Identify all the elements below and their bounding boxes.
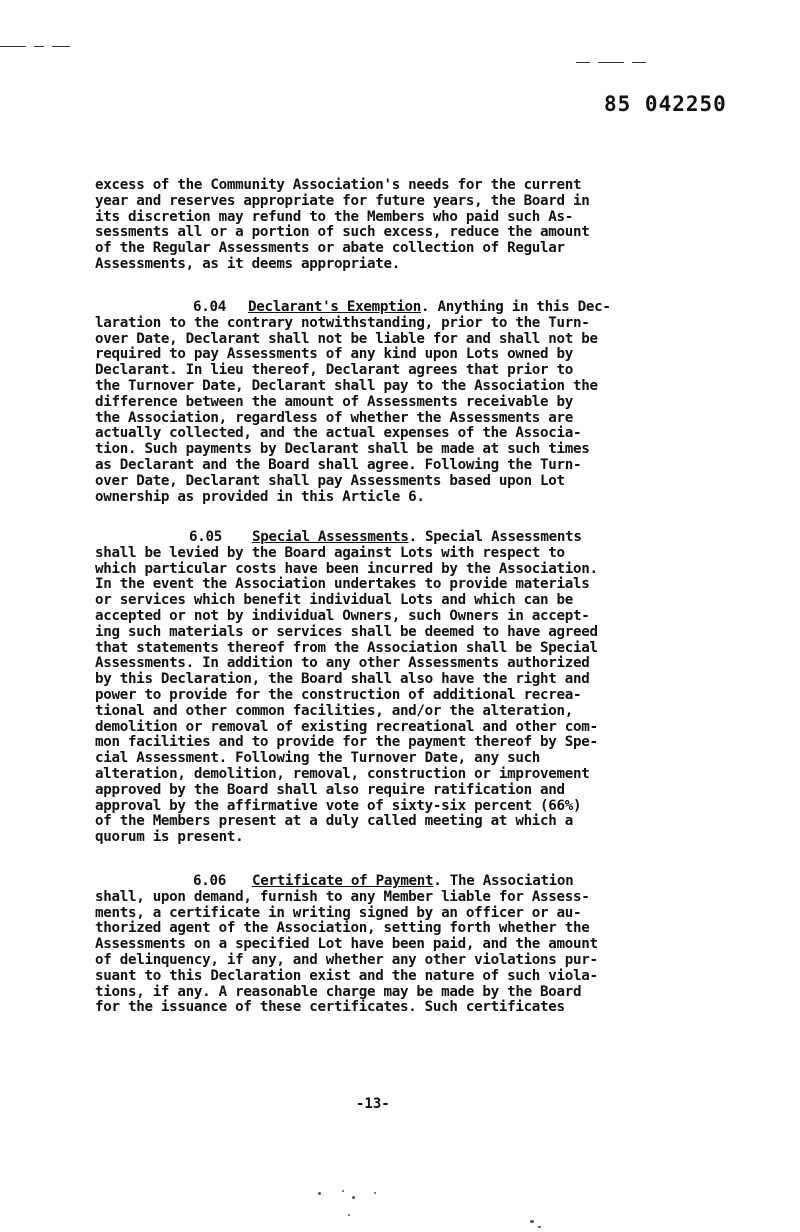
scan-speck (538, 1226, 541, 1228)
text-line: alteration, demolition, removal, construction or improvement (95, 765, 590, 782)
section-heading: Special Assessments (251, 529, 409, 545)
scan-artifact (0, 46, 26, 47)
text-line: sessments all or a portion of such excess, reduce the amount (95, 224, 590, 241)
text-line: laration to the contrary notwithstanding, prior to the Turn- (95, 314, 590, 331)
text-line: or services which benefit individual Lots and which can be (95, 592, 574, 609)
section-number: 6.04 (193, 299, 226, 315)
scan-speck (530, 1220, 534, 1223)
scan-speck (352, 1196, 355, 1199)
text-line: its discretion may refund to the Members who paid such As- (95, 208, 574, 225)
text-line: over Date, Declarant shall pay Assessments based upon Lot (95, 472, 565, 489)
text-line: ing such materials or services shall be deemed to have agreed (95, 623, 598, 640)
paragraph-carryover (95, 178, 710, 273)
section-6-06 (95, 874, 710, 1016)
text-line: excess of the Community Association's needs for the current (95, 177, 582, 193)
scan-speck (342, 1190, 344, 1192)
text-line: required to pay Assessments of any kind upon Lots owned by (95, 346, 574, 363)
scan-artifact (632, 62, 646, 63)
page-number: -13- (356, 1096, 390, 1112)
text-line: thorized agent of the Association, setting forth whether the (95, 920, 590, 937)
text-fragment: . Anything in this Dec- (421, 299, 611, 315)
text-line: of the Regular Assessments or abate collection of Regular (95, 240, 565, 257)
text-line: tional and other common facilities, and/or the alteration, (95, 702, 574, 719)
text-line: as Declarant and the Board shall agree. Following the Turn- (95, 456, 582, 473)
text-line: shall, upon demand, furnish to any Member liable for Assess- (95, 888, 590, 905)
text-line: shall be levied by the Board against Lots with respect to (95, 544, 565, 561)
scan-speck (318, 1192, 321, 1195)
section-heading: Certificate of Payment (251, 873, 434, 889)
section-number: 6.06 (193, 873, 226, 889)
text-fragment: . Special Assessments (408, 529, 582, 545)
text-line: by this Declaration, the Board shall also have the right and (95, 671, 590, 688)
section-heading-line (95, 530, 710, 546)
text-line: actually collected, and the actual expenses of the Associa- (95, 425, 582, 442)
text-line: mon facilities and to provide for the payment thereof by Spe- (95, 734, 598, 751)
scan-artifact (52, 46, 70, 47)
text-line: approved by the Board shall also require ratification and (95, 781, 565, 798)
text-line: accepted or not by individual Owners, such Owners in accept- (95, 607, 590, 624)
text-line: Assessments on a specified Lot have been paid, and the amount (95, 936, 598, 953)
section-heading-line (95, 874, 710, 890)
scan-speck (374, 1192, 376, 1194)
text-line: demolition or removal of existing recreational and other com- (95, 718, 598, 735)
text-line: cial Assessment. Following the Turnover Date, any such (95, 750, 541, 767)
text-line: Assessments, as it deems appropriate. (95, 255, 400, 272)
text-line: the Association, regardless of whether the Assessments are (95, 409, 574, 426)
text-fragment: . The Association (433, 873, 574, 889)
scan-artifact (34, 46, 44, 47)
text-line: In the event the Association undertakes to provide materials (95, 576, 590, 593)
text-line: difference between the amount of Assessments receivable by (95, 393, 574, 410)
text-line: over Date, Declarant shall not be liable for and shall not be (95, 330, 598, 347)
text-line: quorum is present. (95, 829, 244, 846)
section-number: 6.05 (189, 529, 222, 545)
section-heading: Declarant's Exemption (247, 299, 422, 315)
section-6-04 (95, 300, 710, 505)
text-line: tions, if any. A reasonable charge may be made by the Board (95, 983, 582, 1000)
text-line: suant to this Declaration exist and the nature of such viola- (95, 967, 598, 984)
text-line: tion. Such payments by Declarant shall be made at such times (95, 441, 590, 458)
section-6-05 (95, 530, 710, 846)
text-line: of the Members present at a duly called meeting at which a (95, 813, 574, 830)
text-line: approval by the affirmative vote of sixty-six percent (66%) (95, 797, 582, 814)
text-line: Assessments. In addition to any other Assessments authorized (95, 655, 590, 672)
text-line: Declarant. In lieu thereof, Declarant agrees that prior to (95, 362, 574, 379)
scan-artifact (576, 62, 590, 63)
text-line: which particular costs have been incurred by the Association. (95, 560, 598, 577)
scan-artifact (598, 62, 624, 63)
text-line: ownership as provided in this Article 6. (95, 488, 425, 505)
text-line: that statements thereof from the Association shall be Special (95, 639, 598, 656)
text-line: year and reserves appropriate for future years, the Board in (95, 192, 590, 209)
section-heading-line (95, 300, 710, 316)
text-line: power to provide for the construction of additional recrea- (95, 686, 582, 703)
text-line: ments, a certificate in writing signed by an officer or au- (95, 904, 582, 921)
text-line: for the issuance of these certificates. Such certificates (95, 999, 565, 1016)
scan-speck (348, 1214, 350, 1216)
text-line: the Turnover Date, Declarant shall pay to the Association the (95, 377, 598, 394)
text-line: of delinquency, if any, and whether any other violations pur- (95, 951, 598, 968)
document-number: 85 042250 (604, 92, 727, 116)
